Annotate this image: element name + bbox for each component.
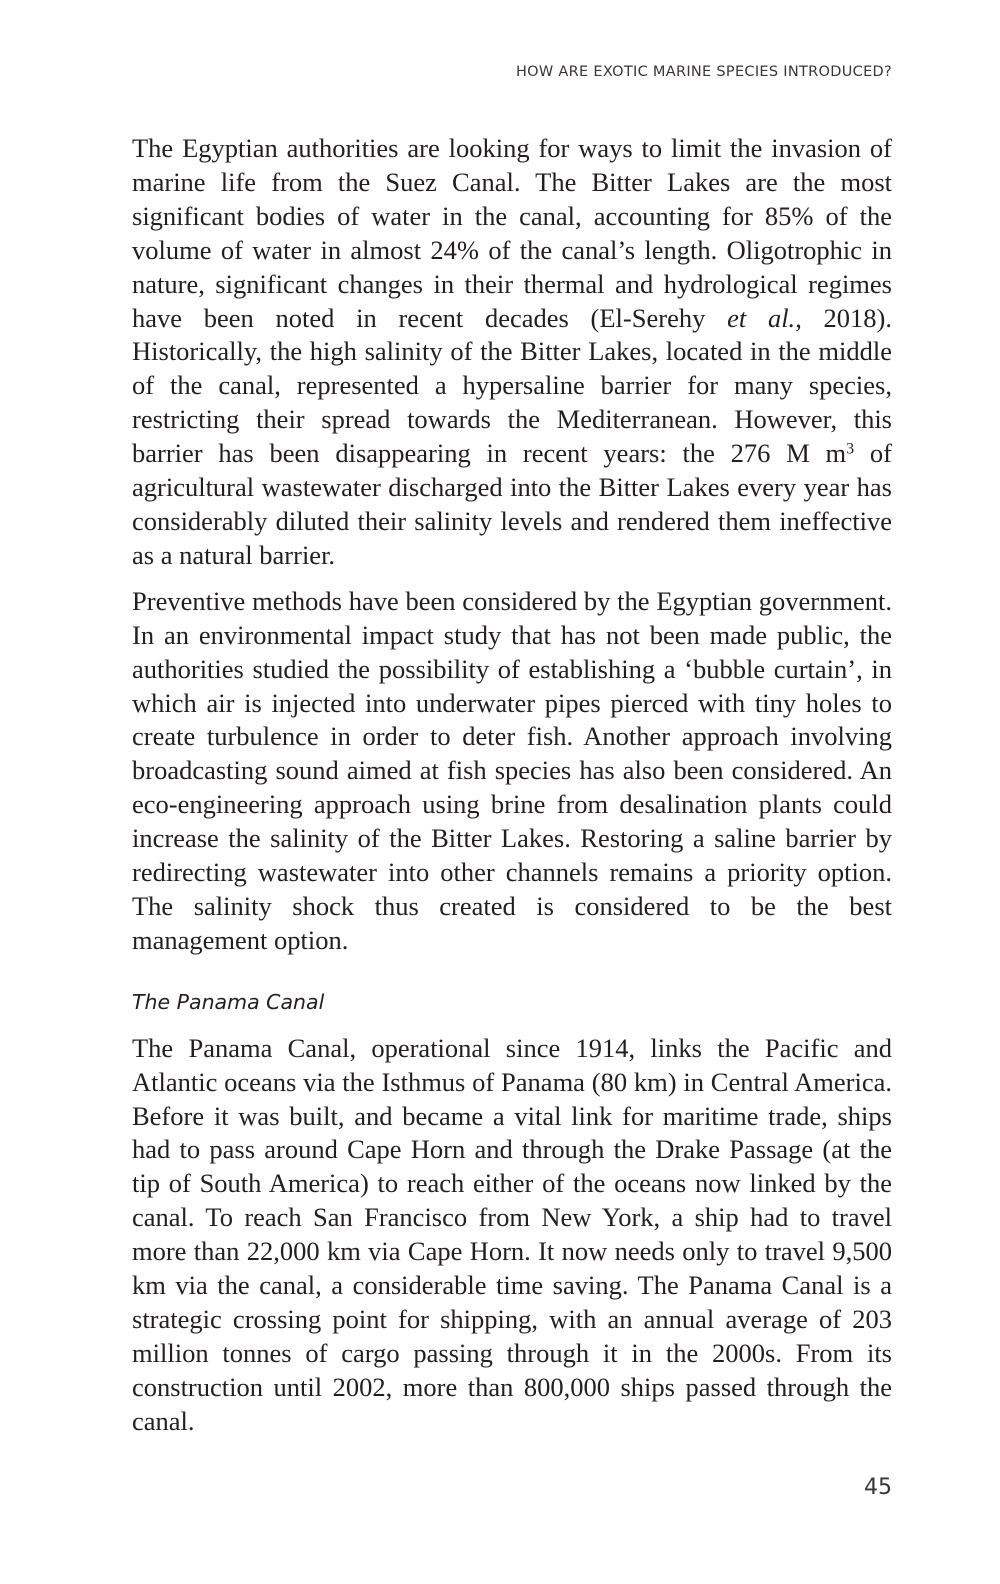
superscript-cubed: 3 <box>846 440 855 458</box>
citation-et-al: et al. <box>727 302 796 333</box>
running-header: HOW ARE EXOTIC MARINE SPECIES INTRODUCED? <box>515 64 892 80</box>
section-subheading: The Panama Canal <box>132 989 325 1014</box>
paragraph-bitter-lakes <box>132 132 892 573</box>
paragraph-text: The Egyptian authorities are looking for ways to limit the invasion of marine life from the Suez Canal. The Bitter Lakes are the most significant bodies of water in the canal, accounting for 85% of the volume of water in almost 24% of the canal’s length. Oligotrophic in nature, significant changes in their thermal and hydrological regimes have been noted in recent decades (El-Serehy <box>132 133 892 333</box>
paragraph-text: , 2018). Historically, the high salinity of the Bitter Lakes, located in the middle of the canal, represented a hypersaline barrier for many species, restricting their spread towards the Mediterranean. However, this barrier has been disappearing in recent years: the 276 M m <box>132 302 893 469</box>
body-text <box>132 132 892 1439</box>
paragraph-panama-canal: The Panama Canal, operational since 1914, links the Pacific and Atlantic oceans via the Isthmus of Panama (80 km) in Central America. Before it was built, and became a vital link for maritime trade, ships had to pass around Cape Horn and through the Drake Passage (at the tip of South America) to reach either of the oceans now linked by the canal. To reach San Francisco from New York, a ship had to travel more than 22,000 km via Cape Horn. It now needs only to travel 9,500 km via the canal, a considerable time saving. The Panama Canal is a strategic crossing point for shipping, with an annual average of 203 million tonnes of cargo passing through it in the 2000s. From its construction until 2002, more than 800,000 ships passed through the canal. <box>132 1032 892 1436</box>
page-number: 45 <box>864 1475 892 1500</box>
paragraph-preventive-methods: Preventive methods have been considered by the Egyptian government. In an environmental impact study that has not been made public, the authorities studied the possibility of establishing a ‘bubble curtain’, in which air is injected into underwater pipes pierced with tiny holes to create turbulence in order to deter fish. Another approach involving broadcasting sound aimed at fish species has also been considered. An eco-engineering approach using brine from desalination plants could increase the salinity of the Bitter Lakes. Restoring a saline barrier by redirecting wastewater into other channels remains a priority option. The salinity shock thus created is considered to be the best management option. <box>132 585 892 955</box>
paragraph-text: of agricultural wastewater discharged into the Bitter Lakes every year has considerably diluted their salinity levels and rendered them ineffective as a natural barrier. <box>132 438 892 570</box>
